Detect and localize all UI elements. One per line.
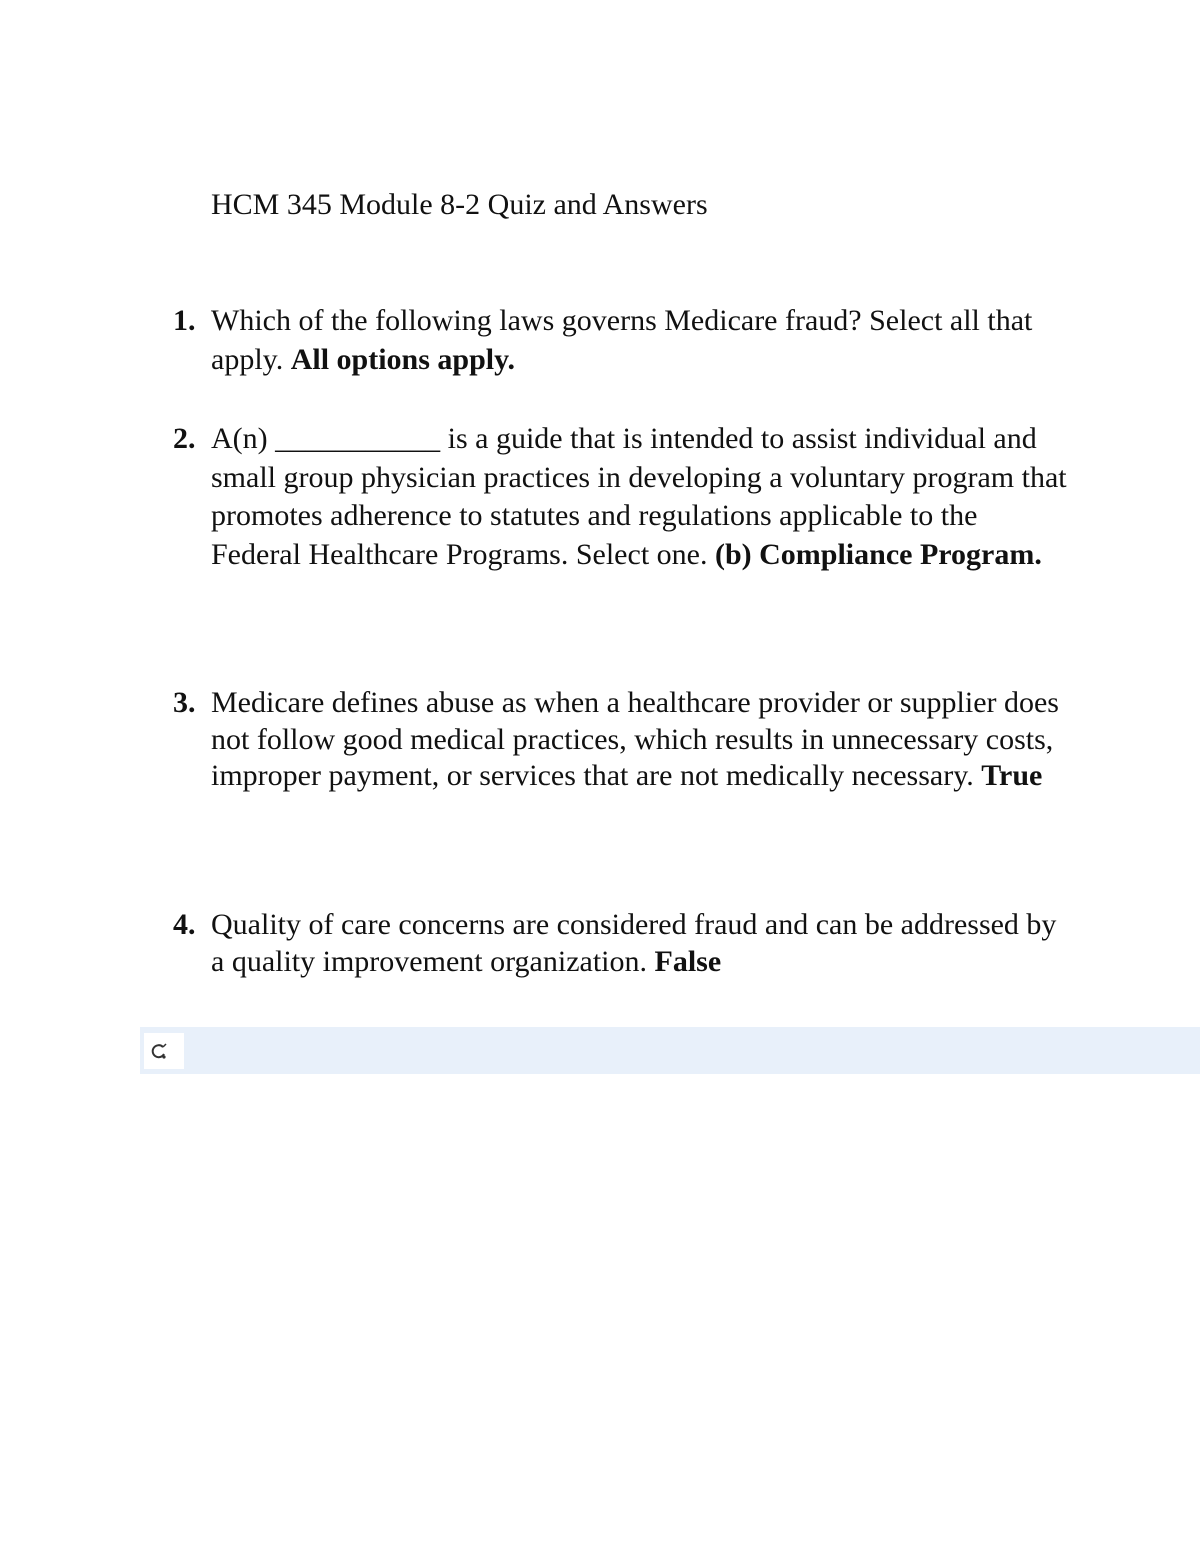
question-answer: (b) Compliance Program. — [714, 537, 1042, 571]
question-3 — [173, 685, 1071, 795]
question-number: 4. — [173, 908, 196, 941]
question-number: 1. — [173, 304, 196, 337]
refresh-icon — [150, 1043, 168, 1061]
question-text: A(n) ___________ is a guide that is intended to assist individual and small group physician practices in developing a voluntary program that promotes adherence to statutes and regulations applicable to the Federal Healthcare Programs. Select one. — [211, 422, 1067, 571]
question-answer: False — [654, 944, 722, 978]
question-4 — [173, 907, 1071, 980]
question-text: Medicare defines abuse as when a healthcare provider or supplier does not follow good medical practices, which results in unnecessary costs, improper payment, or services that are not medically necessary. — [211, 686, 1059, 792]
page-title: HCM 345 Module 8-2 Quiz and Answers — [211, 188, 708, 221]
refresh-button[interactable] — [144, 1033, 184, 1069]
question-text: Which of the following laws governs Medicare fraud? Select all that apply. — [211, 304, 1033, 376]
question-text: Quality of care concerns are considered fraud and can be addressed by a quality improvement organization. — [211, 908, 1057, 978]
question-number: 2. — [173, 422, 196, 455]
highlight-bar — [140, 1027, 1200, 1074]
question-answer: True — [981, 759, 1043, 792]
question-1 — [173, 302, 1071, 379]
question-2 — [173, 420, 1071, 574]
question-answer: All options apply. — [290, 342, 515, 376]
question-number: 3. — [173, 686, 196, 719]
